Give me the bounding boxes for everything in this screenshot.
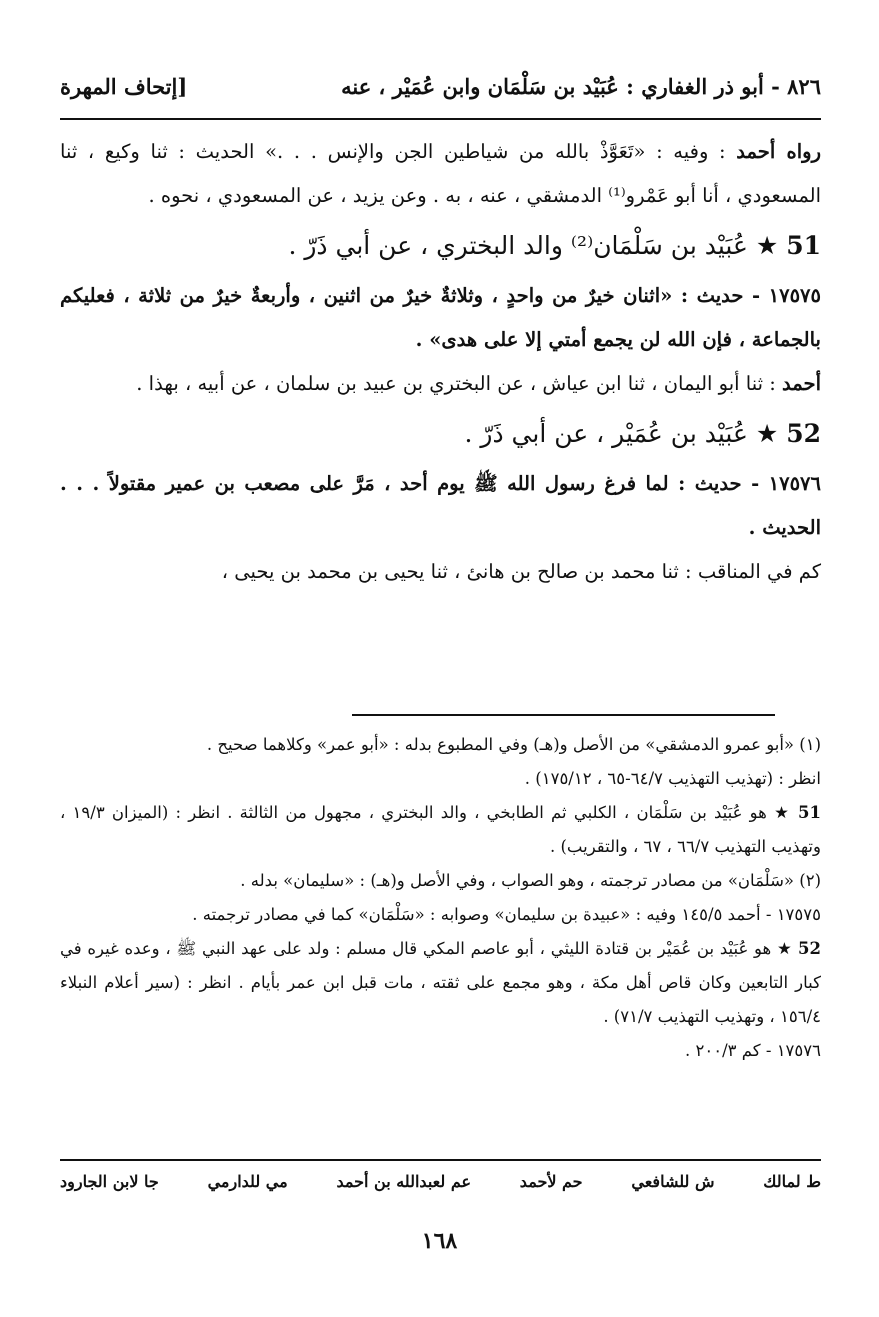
star-icon: ★	[755, 231, 779, 260]
chain-17575	[60, 362, 821, 406]
hadith-number: ١٧٥٧٥	[768, 284, 821, 307]
header-divider	[60, 118, 821, 120]
chain-text: : ثنا أبو اليمان ، ثنا ابن عياش ، عن البختري بن عبيد بن سلمان ، عن أبيه ، بهذا .	[136, 372, 783, 395]
hadith-17576	[60, 462, 821, 550]
section-title: عُبَيْد بن سَلْمَان⁽²⁾ والد البختري ، عن أبي ذَرّ .	[288, 231, 748, 260]
running-header	[60, 66, 821, 106]
footnote-2: (٢) «سَلْمَان» من مصادر ترجمته ، وهو الصواب ، وفي الأصل و(هـ) : «سليمان» بدله .	[240, 871, 821, 890]
footnotes	[60, 728, 821, 1068]
legend-item: حم لأحمد	[519, 1172, 583, 1191]
footnote-text: هو عُبَيْد بن سَلْمَان ، الكلبي ثم الطابخي ، والد البختري ، مجهول من الثالثة . انظر : (الميزان ١٩/٣ ، وتهذيب التهذيب ٦٦/٧ ، ٦٧ ، والتقريب) .	[60, 803, 821, 856]
section-title: عُبَيْد بن عُمَيْر ، عن أبي ذَرّ .	[464, 419, 748, 448]
star-icon: ★	[774, 803, 791, 822]
chain-text: كم في المناقب : ثنا محمد بن صالح بن هانئ ، ثنا يحيى بن محمد بن يحيى ،	[221, 560, 821, 583]
footnote-1-continued: انظر : (تهذيب التهذيب ٦٤/٧-٦٥ ، ١٧٥/١٢) .	[524, 769, 821, 788]
footnote-divider	[352, 714, 775, 716]
section-number: 51	[786, 231, 821, 260]
paragraph-ahmad-narration	[60, 130, 821, 218]
footnote-number: 52	[798, 939, 822, 958]
legend-divider	[60, 1159, 821, 1161]
legend-item: مي للدارمي	[207, 1172, 288, 1191]
header-book-title: [إتحاف المهرة	[60, 73, 188, 99]
section-heading-52	[60, 406, 821, 462]
section-heading-51	[60, 218, 821, 274]
hadith-text: - حديث : لما فرغ رسول الله ﷺ يوم أحد ، مَرَّ على مصعب بن عمير مقتولاً . . . الحديث .	[60, 472, 821, 539]
footnote-text: هو عُبَيْد بن عُمَيْر بن قتادة الليثي ، أبو عاصم المكي قال مسلم : ولد على عهد النبي ﷺ ، وعده غيره في كبار التابعين وكان قاص أهل مكة ، وهو مجمع على ثقته ، مات قبل ابن عمر بأيام . انظر : (سير أعلام النبلاء ١٥٦/٤ ، وتهذيب التهذيب ٧١/٧) .	[60, 939, 821, 1026]
section-number: 52	[786, 419, 821, 448]
main-text	[60, 130, 821, 594]
legend-item: جا لابن الجارود	[60, 1172, 159, 1191]
hadith-17575	[60, 274, 821, 362]
page-number: ١٦٨	[421, 1228, 458, 1254]
footnote-number: 51	[798, 803, 821, 822]
star-icon: ★	[755, 419, 779, 448]
footnote-1: (١) «أبو عمرو الدمشقي» من الأصل و(هـ) وفي المطبوع بدله : «أبو عمر» وكلاهما صحيح .	[206, 735, 821, 754]
narrator-label: رواه أحمد	[736, 140, 821, 163]
hadith-text: - حديث : «اثنان خيرٌ من واحدٍ ، وثلاثةٌ خيرٌ من اثنين ، وأربعةٌ خيرٌ من ثلاثة ، فعليكم بالجماعة ، فإن الله لن يجمع أمتي إلا على هدى» .	[60, 284, 821, 351]
narrator-label: أحمد	[782, 372, 821, 395]
chain-17576	[60, 550, 821, 594]
footnote-17576: ١٧٥٧٦ - كم ٢٠٠/٣ .	[685, 1041, 821, 1060]
footnote-52	[60, 932, 821, 1034]
legend-item: ط لمالك	[763, 1172, 821, 1191]
header-chapter-title: ٨٢٦ - أبو ذر الغفاري : عُبَيْد بن سَلْمَان وابن عُمَيْر ، عنه	[341, 73, 821, 99]
star-icon: ★	[777, 939, 793, 958]
legend-item: عم لعبدالله بن أحمد	[336, 1172, 472, 1191]
legend-item: ش للشافعي	[631, 1172, 715, 1191]
footnote-17575: ١٧٥٧٥ - أحمد ١٤٥/٥ وفيه : «عبيدة بن سليمان» وصوابه : «سَلْمَان» كما في مصادر ترجمته .	[192, 905, 821, 924]
hadith-number: ١٧٥٧٦	[768, 472, 821, 495]
paragraph-text: : وفيه : «تَعَوَّذْ بالله من شياطين الجن والإنس . . .» الحديث : ثنا وكيع ، ثنا المسعودي ، أنا أبو عَمْرو⁽¹⁾ الدمشقي ، عنه ، به . وعن يزيد ، عن المسعودي ، نحوه .	[60, 140, 821, 207]
abbreviation-legend	[60, 1166, 821, 1198]
footnote-51	[60, 796, 821, 864]
